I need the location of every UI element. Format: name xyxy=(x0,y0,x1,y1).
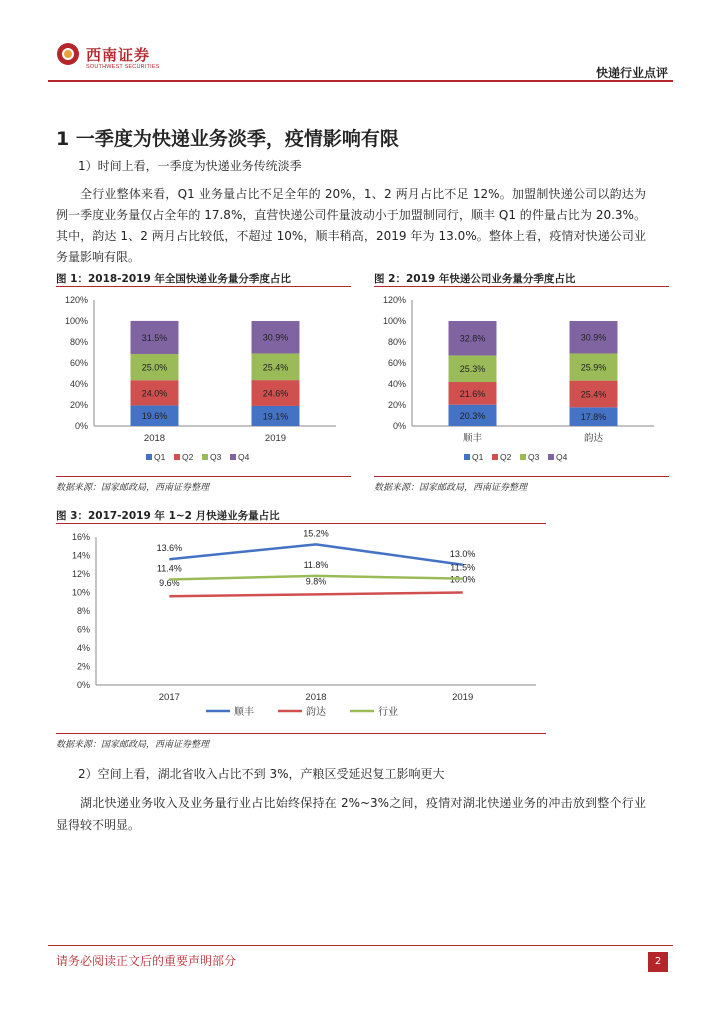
chart1-x-tick: 2018 xyxy=(143,433,166,444)
figure-2-chart xyxy=(374,288,669,474)
chart3-y-tick: 6% xyxy=(76,624,90,635)
chart3-data-label: 9.8% xyxy=(305,576,327,587)
figure-3-bottom-rule xyxy=(56,733,546,734)
chart2-legend-label: Q1 xyxy=(472,452,484,462)
chart2-y-tick: 80% xyxy=(387,337,406,347)
chart1-legend-swatch xyxy=(146,454,152,460)
figure-3-source: 数据来源：国家邮政局，西南证券整理 xyxy=(56,740,210,750)
chart2-legend-swatch xyxy=(492,454,498,460)
chart2-data-label: 17.8% xyxy=(580,412,607,423)
chart3-data-label: 11.5% xyxy=(450,562,476,573)
paragraph-space: 湖北快递业务收入及业务量行业占比始终保持在 2%~3%之间，疫情对湖北快递业务的冲击放到整个行业显得较不明显。 xyxy=(56,796,646,832)
chart3-legend-label: 行业 xyxy=(378,707,398,718)
chart2-data-label: 20.3% xyxy=(459,410,486,421)
subheading-space: 2）空间上看，湖北省收入占比不到 3%，产粮区受延迟复工影响更大 xyxy=(78,767,445,781)
chart2-y-tick: 20% xyxy=(387,400,406,410)
chart1-y-tick: 40% xyxy=(69,379,88,389)
chart3-legend-label: 韵达 xyxy=(306,707,326,718)
chart1-data-label: 19.6% xyxy=(141,411,168,422)
logo-text: 西南证券 xyxy=(86,46,151,64)
page-number: 2 xyxy=(648,952,668,972)
figure-1-bottom-rule xyxy=(56,476,351,477)
chart2-y-tick: 120% xyxy=(382,295,406,305)
chart2-y-tick: 60% xyxy=(387,358,406,368)
logo-icon xyxy=(56,42,80,66)
chart1-data-label: 25.4% xyxy=(262,362,289,373)
chart1-legend-label: Q4 xyxy=(238,452,250,462)
chart3-y-tick: 16% xyxy=(71,532,90,542)
chart3-line-yd xyxy=(169,593,462,597)
chart1-y-tick: 120% xyxy=(64,295,88,305)
footer-divider xyxy=(48,945,673,946)
chart1-data-label: 31.5% xyxy=(141,332,168,343)
paragraph-time: 全行业整体来看，Q1 业务量占比不足全年的 20%，1、2 两月占比不足 12%。加盟制快递公司以韵达为例一季度业务量仅占全年的 17.8%，直营快递公司件量波动小于加盟制同行，顺丰 Q1 的件量占比为 20.3%。其中，韵达 1、2 两月占比较低，不超过 10%，顺丰稍高，2019 年为 13.0%。整体上看，疫情对快递公司业务量影响有限。 xyxy=(56,187,646,264)
figure-2-title: 图 2：2019 年快递公司业务量分季度占比 xyxy=(374,273,576,285)
chart1-legend-label: Q3 xyxy=(210,452,222,462)
figure-1-chart xyxy=(56,288,351,474)
chart2-data-label: 21.6% xyxy=(459,388,486,399)
figure-2-source: 数据来源：国家邮政局，西南证券整理 xyxy=(374,483,528,493)
chart1-y-tick: 60% xyxy=(69,358,88,368)
chart3-data-label: 13.6% xyxy=(156,543,183,554)
chart3-y-tick: 14% xyxy=(71,550,90,561)
chart3-x-tick: 2019 xyxy=(452,692,474,703)
chart3-data-label: 10.0% xyxy=(449,574,476,585)
chart3-legend-label: 顺丰 xyxy=(234,707,254,718)
report-type-label: 快递行业点评 xyxy=(595,66,668,80)
chart2-data-label: 25.3% xyxy=(459,364,486,375)
figure-3-title: 图 3：2017-2019 年 1~2 月快递业务量占比 xyxy=(56,510,280,522)
chart1-y-tick: 80% xyxy=(69,337,88,347)
chart2-legend-swatch xyxy=(464,454,470,460)
section-title: 1 一季度为快递业务淡季，疫情影响有限 xyxy=(56,128,399,150)
header-divider xyxy=(48,80,673,82)
chart3-x-tick: 2017 xyxy=(158,692,180,703)
chart2-legend-swatch xyxy=(520,454,526,460)
chart3-data-label: 13.0% xyxy=(449,548,476,559)
figure-1-title: 图 1：2018-2019 年全国快递业务量分季度占比 xyxy=(56,273,291,285)
chart2-x-tick: 顺丰 xyxy=(462,433,483,444)
chart1-y-tick: 20% xyxy=(69,400,88,410)
figure-1-source: 数据来源：国家邮政局，西南证券整理 xyxy=(56,483,210,493)
chart1-legend-swatch xyxy=(202,454,208,460)
chart3-y-tick: 8% xyxy=(76,606,90,616)
chart2-legend-swatch xyxy=(548,454,554,460)
chart3-data-label: 15.2% xyxy=(303,528,329,539)
chart3-data-label: 11.4% xyxy=(156,563,182,574)
chart3-data-label: 11.8% xyxy=(303,559,329,570)
chart3-data-label: 9.6% xyxy=(159,578,180,589)
chart1-data-label: 24.6% xyxy=(262,388,289,399)
chart3-y-tick: 0% xyxy=(76,680,90,690)
chart1-y-tick: 0% xyxy=(74,421,88,431)
chart1-legend-label: Q2 xyxy=(182,452,194,462)
chart2-data-label: 30.9% xyxy=(580,332,607,343)
logo-subtext: SOUTHWEST SECURITIES xyxy=(86,64,160,70)
chart2-x-tick: 韵达 xyxy=(583,433,604,444)
chart1-y-tick: 100% xyxy=(64,316,88,326)
chart2-legend-label: Q4 xyxy=(556,452,568,462)
figure-3-chart xyxy=(56,525,546,731)
chart1-data-label: 25.0% xyxy=(141,362,168,373)
figure-2-top-rule xyxy=(374,286,669,287)
chart3-y-tick: 4% xyxy=(76,643,90,653)
figure-1-top-rule xyxy=(56,286,351,287)
subheading-time: 1）时间上看，一季度为快递业务传统淡季 xyxy=(78,159,302,173)
chart1-x-tick: 2019 xyxy=(264,433,287,444)
chart2-legend-label: Q3 xyxy=(528,452,540,462)
chart2-data-label: 25.9% xyxy=(580,362,607,373)
chart2-y-tick: 40% xyxy=(387,379,406,389)
chart3-y-tick: 2% xyxy=(76,661,90,672)
chart1-legend-swatch xyxy=(230,454,236,460)
chart1-legend-label: Q1 xyxy=(154,452,166,462)
chart3-x-tick: 2018 xyxy=(305,692,327,703)
chart2-data-label: 25.4% xyxy=(580,389,607,400)
chart1-data-label: 24.0% xyxy=(141,388,168,399)
figure-2-bottom-rule xyxy=(374,476,669,477)
chart3-y-tick: 12% xyxy=(71,569,90,579)
chart1-legend-swatch xyxy=(174,454,180,460)
chart2-y-tick: 100% xyxy=(382,316,406,326)
chart2-legend-label: Q2 xyxy=(500,452,512,462)
chart2-y-tick: 0% xyxy=(392,421,406,431)
chart1-data-label: 30.9% xyxy=(262,332,289,343)
chart2-data-label: 32.8% xyxy=(459,333,486,344)
chart1-data-label: 19.1% xyxy=(262,411,289,422)
footer-note: 请务必阅读正文后的重要声明部分 xyxy=(56,954,237,968)
chart3-y-tick: 10% xyxy=(71,587,90,598)
figure-3-top-rule xyxy=(56,523,546,524)
